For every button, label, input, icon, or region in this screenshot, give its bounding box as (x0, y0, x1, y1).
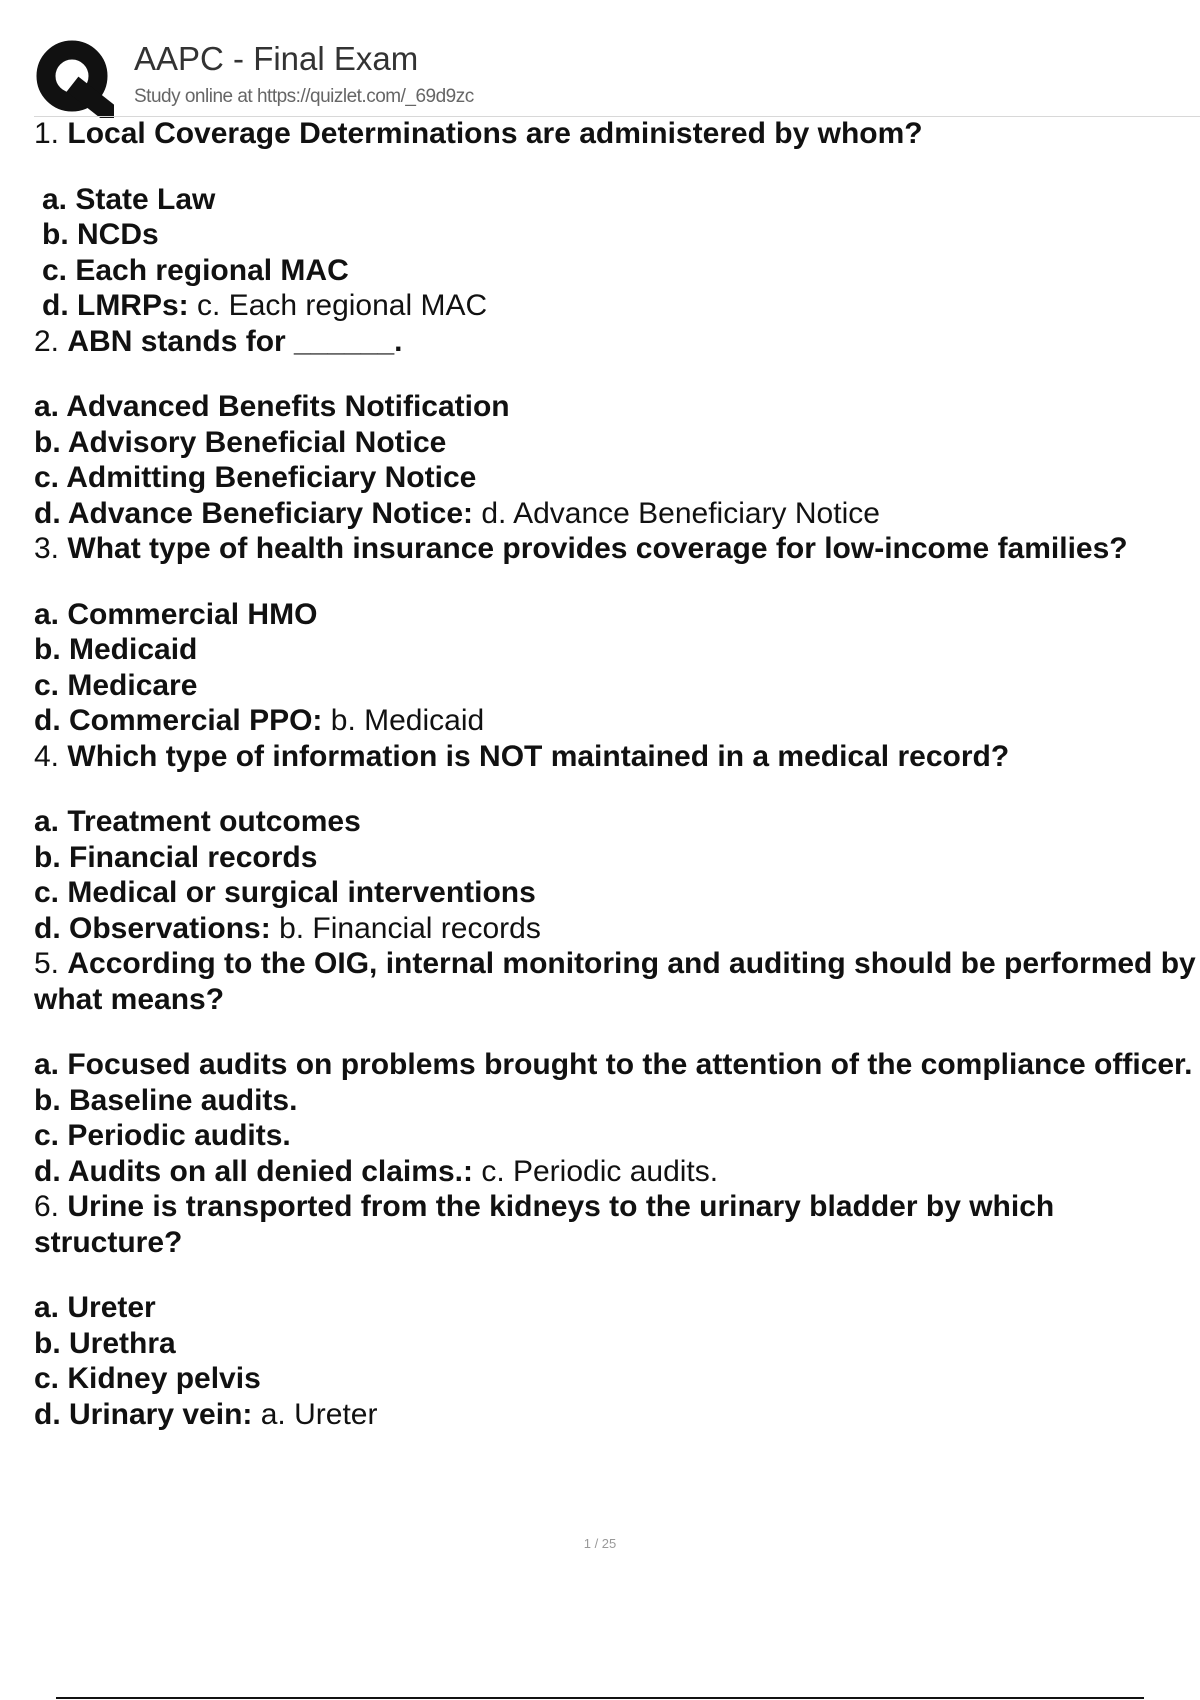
study-online-link[interactable]: Study online at https://quizlet.com/_69d9zc (134, 86, 474, 107)
option-a: a. State Law (42, 182, 216, 216)
page-number: 1 / 25 (583, 1536, 617, 1551)
question-list (34, 116, 1200, 1432)
option-d: d. LMRPs: c. Each regional MAC (42, 289, 488, 322)
question-block (34, 324, 1200, 532)
correct-answer: c. Each regional MAC (197, 289, 488, 322)
correct-answer: d. Advance Beneficiary Notice (481, 496, 880, 530)
footer-divider (56, 1697, 1144, 1699)
option-d: d. Observations: b. Financial records (34, 911, 541, 945)
option-list (34, 1047, 1200, 1189)
option-d: d. Audits on all denied claims.: c. Periodic audits. (34, 1154, 719, 1188)
option-d: d. Advance Beneficiary Notice: d. Advance Beneficiary Notice (34, 496, 880, 530)
question-text: 4. Which type of information is NOT maintained in a medical record? (34, 739, 1010, 773)
option-c: c. Medicare (34, 668, 198, 702)
correct-answer: b. Medicaid (330, 704, 485, 737)
page-header (34, 32, 1200, 118)
question-text: 5. According to the OIG, internal monitoring and auditing should be performed by what means? (34, 947, 1196, 1016)
correct-answer: a. Ureter (260, 1397, 378, 1431)
option-list (34, 389, 1200, 531)
quizlet-logo-icon (34, 38, 114, 118)
option-list (34, 597, 1200, 739)
option-c: c. Kidney pelvis (34, 1362, 261, 1395)
option-c: c. Periodic audits. (34, 1119, 291, 1152)
option-b: b. Advisory Beneficial Notice (34, 425, 447, 459)
question-text: 2. ABN stands for ______. (34, 324, 403, 358)
question-block (34, 1189, 1200, 1432)
option-a: a. Ureter (34, 1291, 156, 1324)
option-b: b. NCDs (42, 218, 159, 251)
option-d: d. Commercial PPO: b. Medicaid (34, 704, 485, 737)
option-b: b. Baseline audits. (34, 1083, 298, 1117)
option-a: a. Commercial HMO (34, 597, 318, 631)
question-block (34, 531, 1200, 739)
option-a: a. Focused audits on problems brought to the attention of the compliance officer. (34, 1048, 1193, 1081)
option-list (34, 182, 1200, 324)
question-text: 1. Local Coverage Determinations are administered by whom? (34, 117, 923, 150)
correct-answer: b. Financial records (279, 911, 541, 945)
option-list (34, 804, 1200, 946)
option-a: a. Advanced Benefits Notification (34, 390, 510, 423)
option-c: c. Admitting Beneficiary Notice (34, 461, 477, 494)
option-a: a. Treatment outcomes (34, 805, 361, 838)
question-block (34, 946, 1200, 1189)
option-c: c. Each regional MAC (42, 253, 349, 287)
question-text: 6. Urine is transported from the kidneys to the urinary bladder by which structure? (34, 1190, 1055, 1259)
question-text: 3. What type of health insurance provides coverage for low-income families? (34, 532, 1128, 565)
question-block (34, 116, 1200, 324)
option-d: d. Urinary vein: a. Ureter (34, 1397, 378, 1431)
option-list (34, 1290, 1200, 1432)
option-b: b. Medicaid (34, 633, 198, 666)
option-c: c. Medical or surgical interventions (34, 876, 536, 909)
option-b: b. Urethra (34, 1326, 176, 1360)
document-title: AAPC - Final Exam (134, 40, 419, 77)
option-b: b. Financial records (34, 840, 318, 874)
question-block (34, 739, 1200, 947)
correct-answer: c. Periodic audits. (481, 1154, 719, 1188)
